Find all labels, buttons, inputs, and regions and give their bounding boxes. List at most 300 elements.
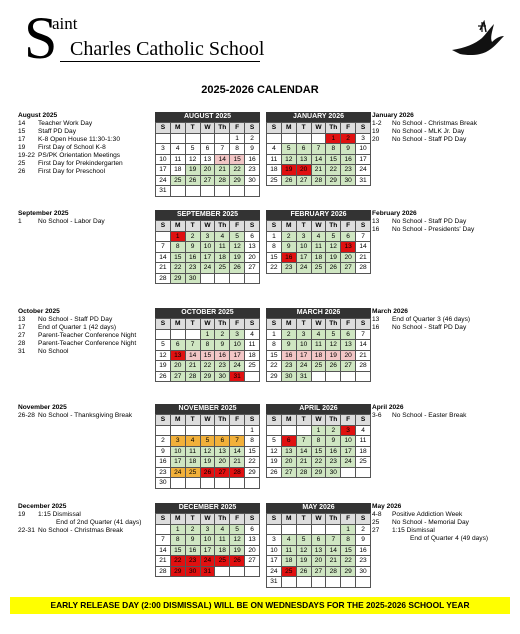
calendar-month-title: MAY 2026	[266, 503, 371, 513]
month-calendar	[266, 210, 371, 274]
calendar-day: 22	[200, 361, 215, 372]
calendar-day: 29	[170, 566, 185, 577]
note-text: End of Quarter 1 (42 days)	[38, 324, 117, 331]
calendar-day: 27	[341, 263, 356, 274]
note-item	[18, 136, 123, 144]
calendar-empty-cell	[156, 524, 171, 535]
calendar-day: 10	[296, 340, 311, 351]
calendar-day: 30	[356, 566, 371, 577]
calendar-day: 9	[185, 242, 200, 253]
calendar-day: 19	[267, 457, 282, 468]
calendar-day: 3	[267, 535, 282, 546]
calendar-day: 5	[326, 329, 341, 340]
calendar-day: 12	[230, 535, 245, 546]
calendar-day: 17	[341, 446, 356, 457]
calendar-day: 4	[170, 144, 185, 155]
calendar-empty-cell	[296, 577, 311, 588]
weekday-header: M	[170, 514, 185, 525]
calendar-empty-cell	[170, 186, 185, 197]
calendar-day: 30	[215, 371, 230, 382]
weekday-header: T	[296, 415, 311, 426]
calendar-day: 3	[200, 231, 215, 242]
note-item	[372, 412, 466, 420]
calendar-day: 2	[185, 524, 200, 535]
weekday-header: M	[281, 319, 296, 330]
weekday-header: M	[170, 221, 185, 232]
calendar-empty-cell	[200, 186, 215, 197]
calendar-day: 9	[245, 144, 260, 155]
calendar-day: 21	[215, 165, 230, 176]
calendar-day: 10	[230, 340, 245, 351]
calendar-day: 28	[230, 467, 245, 478]
calendar-month-title: OCTOBER 2025	[155, 308, 260, 318]
weekday-header: M	[170, 123, 185, 134]
calendar-day: 1	[245, 425, 260, 436]
note-item	[18, 340, 136, 348]
calendar-day: 5	[230, 231, 245, 242]
calendar-day: 13	[341, 242, 356, 253]
weekday-header: W	[200, 415, 215, 426]
calendar-day: 16	[281, 252, 296, 263]
month-calendar	[266, 308, 371, 382]
calendar-day: 12	[296, 545, 311, 556]
calendar-day: 9	[341, 144, 356, 155]
calendar-empty-cell	[170, 478, 185, 489]
weekday-header: S	[156, 514, 171, 525]
weekday-header: S	[156, 123, 171, 134]
calendar-day: 4	[356, 425, 371, 436]
calendar-day: 20	[341, 350, 356, 361]
calendar-day: 29	[326, 175, 341, 186]
note-date: 1-2	[372, 120, 382, 127]
calendar-day: 2	[185, 231, 200, 242]
calendar-day: 7	[326, 535, 341, 546]
calendar-day: 27	[200, 175, 215, 186]
left-notes-0	[18, 112, 123, 176]
calendar-day: 20	[296, 165, 311, 176]
calendar-day: 3	[356, 133, 371, 144]
calendar-day: 23	[185, 556, 200, 567]
calendar-empty-cell	[215, 133, 230, 144]
calendar-day: 15	[200, 350, 215, 361]
calendar-day: 31	[267, 577, 282, 588]
note-date: 1	[18, 218, 22, 225]
calendar-empty-cell	[341, 577, 356, 588]
weekday-header: W	[311, 415, 326, 426]
note-text: First Day for Preschool	[38, 168, 106, 175]
note-date: 28	[18, 340, 26, 347]
calendar-day: 29	[311, 467, 326, 478]
calendar-day: 27	[311, 566, 326, 577]
calendar-day: 9	[185, 535, 200, 546]
early-release-banner: EARLY RELEASE DAY (2:00 DISMISSAL) WILL BE ON WEDNESDAYS FOR THE 2025-2026 SCHOOL YEAR	[10, 597, 510, 614]
note-item	[18, 348, 136, 356]
logo-aint: aint	[52, 14, 78, 33]
calendar-day: 4	[311, 231, 326, 242]
calendar-day: 10	[341, 436, 356, 447]
calendar-day: 20	[341, 252, 356, 263]
note-item	[18, 160, 123, 168]
note-item	[372, 226, 474, 234]
weekday-header: Th	[215, 123, 230, 134]
calendar-day: 21	[356, 350, 371, 361]
calendar-day: 8	[200, 340, 215, 351]
calendar-day: 6	[200, 144, 215, 155]
calendar-day: 24	[156, 175, 171, 186]
calendar-day: 21	[296, 457, 311, 468]
calendar-day: 1	[267, 329, 282, 340]
weekday-header: W	[200, 319, 215, 330]
weekday-header: W	[311, 123, 326, 134]
calendar-day: 11	[311, 340, 326, 351]
calendar-day: 8	[245, 436, 260, 447]
calendar-day: 13	[170, 350, 185, 361]
weekday-header: Th	[215, 514, 230, 525]
note-item	[18, 324, 136, 332]
calendar-day: 14	[185, 350, 200, 361]
calendar-day: 1	[200, 329, 215, 340]
month-calendar	[266, 404, 371, 478]
calendar-day: 3	[156, 144, 171, 155]
weekday-header: F	[341, 221, 356, 232]
calendar-day: 17	[156, 165, 171, 176]
calendar-day: 1	[230, 133, 245, 144]
calendar-day: 18	[215, 252, 230, 263]
calendar-empty-cell	[267, 133, 282, 144]
calendar-day: 28	[326, 566, 341, 577]
calendar-day: 29	[245, 467, 260, 478]
calendar-day: 21	[156, 556, 171, 567]
calendar-day: 18	[245, 350, 260, 361]
weekday-header: Th	[326, 319, 341, 330]
calendar-day: 11	[281, 545, 296, 556]
calendar-day: 17	[200, 252, 215, 263]
calendar-empty-cell	[356, 467, 371, 478]
calendar-day: 12	[326, 242, 341, 253]
calendar-day: 16	[215, 350, 230, 361]
calendar-day: 30	[341, 175, 356, 186]
calendar-day: 18	[281, 556, 296, 567]
calendar-day: 23	[326, 457, 341, 468]
calendar-day: 24	[296, 263, 311, 274]
calendar-day: 22	[170, 556, 185, 567]
note-date: 19	[18, 144, 26, 151]
calendar-day: 5	[185, 144, 200, 155]
calendar-day: 24	[170, 467, 185, 478]
calendar-day: 9	[281, 340, 296, 351]
calendar-empty-cell	[215, 425, 230, 436]
calendar-day: 27	[170, 371, 185, 382]
calendar-day: 16	[326, 446, 341, 457]
weekday-header: S	[267, 123, 282, 134]
calendar-day: 17	[230, 350, 245, 361]
calendar-day: 24	[296, 361, 311, 372]
note-date: 25	[372, 519, 380, 526]
note-text: No School - Labor Day	[38, 218, 105, 225]
logo-underline	[60, 61, 260, 62]
note-item	[372, 316, 470, 324]
calendar-day: 17	[170, 457, 185, 468]
calendar-empty-cell	[267, 524, 282, 535]
calendar-empty-cell	[296, 425, 311, 436]
calendar-day: 7	[185, 340, 200, 351]
calendar-day: 22	[267, 263, 282, 274]
calendar-day: 9	[281, 242, 296, 253]
calendar-day: 23	[341, 165, 356, 176]
weekday-header: S	[245, 319, 260, 330]
calendar-day: 16	[185, 252, 200, 263]
calendar-day: 29	[170, 273, 185, 284]
note-date: 26-28	[18, 412, 35, 419]
notes-month-heading: December 2025	[18, 503, 67, 510]
calendar-day: 9	[326, 436, 341, 447]
calendar-empty-cell	[156, 231, 171, 242]
calendar-day: 3	[296, 329, 311, 340]
calendar-day: 8	[267, 242, 282, 253]
note-date: 3-6	[372, 412, 382, 419]
note-text: First Day for Prekindergarten	[38, 160, 123, 167]
calendar-empty-cell	[341, 467, 356, 478]
calendar-day: 8	[170, 535, 185, 546]
calendar-day: 2	[326, 425, 341, 436]
left-notes-3	[18, 404, 132, 420]
calendar-day: 19	[230, 252, 245, 263]
note-text: 1:15 Dismissal	[38, 511, 81, 518]
calendar-day: 2	[281, 231, 296, 242]
calendar-day: 6	[281, 436, 296, 447]
calendar-day: 26	[267, 467, 282, 478]
calendar-empty-cell	[326, 524, 341, 535]
calendar-day: 13	[245, 535, 260, 546]
note-text: Parent-Teacher Conference Night	[38, 332, 137, 339]
calendar-day: 31	[156, 186, 171, 197]
weekday-header: W	[200, 514, 215, 525]
calendar-day: 28	[156, 566, 171, 577]
weekday-header: W	[311, 221, 326, 232]
calendar-day: 18	[311, 350, 326, 361]
weekday-header: S	[245, 514, 260, 525]
calendar-day: 10	[156, 154, 171, 165]
calendar-day: 10	[200, 242, 215, 253]
calendar-day: 20	[311, 556, 326, 567]
calendar-empty-cell	[245, 186, 260, 197]
note-item	[372, 218, 474, 226]
note-date: 14	[18, 120, 26, 127]
calendar-day: 16	[341, 154, 356, 165]
calendar-empty-cell	[341, 371, 356, 382]
notes-month-heading: October 2025	[18, 308, 60, 315]
notes-month-heading: January 2026	[372, 112, 414, 119]
calendar-day: 15	[245, 446, 260, 457]
calendar-day: 29	[267, 371, 282, 382]
calendar-day: 25	[215, 556, 230, 567]
calendar-day: 13	[200, 154, 215, 165]
note-item	[372, 511, 488, 519]
calendar-day: 19	[156, 361, 171, 372]
calendar-day: 9	[215, 340, 230, 351]
weekday-header: T	[296, 123, 311, 134]
calendar-day: 5	[156, 340, 171, 351]
calendar-day: 11	[311, 242, 326, 253]
calendar-empty-cell	[156, 133, 171, 144]
calendar-day: 21	[185, 361, 200, 372]
calendar-day: 17	[200, 545, 215, 556]
calendar-day: 14	[156, 545, 171, 556]
weekday-header: S	[356, 123, 371, 134]
calendar-day: 28	[185, 371, 200, 382]
note-text: End of 2nd Quarter (41 days)	[56, 519, 142, 526]
weekday-header: M	[281, 123, 296, 134]
calendar-day: 1	[170, 524, 185, 535]
calendar-empty-cell	[311, 371, 326, 382]
calendar-day: 24	[267, 566, 282, 577]
note-item	[372, 527, 488, 535]
calendar-empty-cell	[185, 329, 200, 340]
calendar-empty-cell	[200, 478, 215, 489]
calendar-empty-cell	[296, 524, 311, 535]
calendar-day: 22	[230, 165, 245, 176]
weekday-header: M	[281, 514, 296, 525]
calendar-empty-cell	[356, 577, 371, 588]
note-date: 19-22	[18, 152, 35, 159]
note-item	[18, 332, 136, 340]
page-title: 2025-2026 CALENDAR	[201, 84, 319, 96]
note-date: 22-31	[18, 527, 35, 534]
calendar-day: 7	[156, 535, 171, 546]
calendar-empty-cell	[245, 371, 260, 382]
calendar-day: 19	[281, 165, 296, 176]
calendar-day: 4	[185, 436, 200, 447]
left-notes-2	[18, 308, 136, 356]
weekday-header: F	[341, 319, 356, 330]
calendar-day: 4	[267, 144, 282, 155]
calendar-day: 3	[170, 436, 185, 447]
note-text: Staff PD Day	[38, 128, 76, 135]
weekday-header: T	[296, 514, 311, 525]
calendar-day: 15	[267, 350, 282, 361]
calendar-day: 31	[356, 175, 371, 186]
calendar-day: 5	[200, 436, 215, 447]
calendar-day: 4	[215, 524, 230, 535]
calendar-day: 5	[326, 231, 341, 242]
calendar-day: 7	[296, 436, 311, 447]
calendar-day: 3	[200, 524, 215, 535]
logo-s: S	[24, 5, 58, 71]
calendar-day: 4	[215, 231, 230, 242]
calendar-day: 24	[200, 263, 215, 274]
calendar-day: 4	[311, 329, 326, 340]
notes-month-heading: November 2025	[18, 404, 67, 411]
weekday-header: Th	[215, 221, 230, 232]
calendar-empty-cell	[170, 133, 185, 144]
note-item	[18, 218, 105, 226]
calendar-day: 25	[245, 361, 260, 372]
calendar-day: 15	[341, 545, 356, 556]
weekday-header: F	[230, 221, 245, 232]
note-item	[372, 535, 488, 543]
note-item	[18, 168, 123, 176]
note-text: No School - Memorial Day	[392, 519, 469, 526]
month-calendar	[155, 503, 260, 577]
month-calendar	[155, 308, 260, 382]
calendar-day: 3	[230, 329, 245, 340]
calendar-day: 5	[267, 436, 282, 447]
calendar-day: 22	[311, 457, 326, 468]
month-calendar	[155, 112, 260, 197]
calendar-day: 2	[356, 524, 371, 535]
calendar-day: 7	[156, 242, 171, 253]
right-notes-1	[372, 210, 474, 234]
note-date: 17	[18, 324, 26, 331]
calendar-day: 20	[245, 252, 260, 263]
weekday-header: W	[200, 221, 215, 232]
note-text: No School - Presidents' Day	[392, 226, 475, 233]
calendar-day: 28	[356, 361, 371, 372]
calendar-day: 24	[200, 556, 215, 567]
note-date: 27	[18, 332, 26, 339]
note-item	[372, 120, 477, 128]
calendar-month-title: MARCH 2026	[266, 308, 371, 318]
calendar-day: 11	[215, 535, 230, 546]
note-text: Positive Addiction Week	[392, 511, 463, 518]
calendar-day: 17	[296, 350, 311, 361]
calendar-day: 25	[356, 457, 371, 468]
calendar-day: 23	[215, 361, 230, 372]
calendar-month-title: DECEMBER 2025	[155, 503, 260, 513]
note-text: No School - Staff PD Day	[392, 218, 467, 225]
calendar-day: 12	[185, 154, 200, 165]
calendar-day: 8	[170, 242, 185, 253]
calendar-empty-cell	[230, 425, 245, 436]
calendar-day: 1	[341, 524, 356, 535]
note-date: 4-8	[372, 511, 382, 518]
note-item	[18, 412, 132, 420]
weekday-header: F	[341, 415, 356, 426]
calendar-day: 1	[326, 133, 341, 144]
calendar-day: 2	[341, 133, 356, 144]
weekday-header: T	[185, 319, 200, 330]
calendar-day: 25	[267, 175, 282, 186]
note-item	[18, 511, 141, 519]
note-item	[18, 519, 141, 527]
weekday-header: F	[230, 415, 245, 426]
note-item	[372, 519, 488, 527]
note-date: 26	[18, 168, 26, 175]
calendar-month-title: FEBRUARY 2026	[266, 210, 371, 220]
calendar-day: 13	[296, 154, 311, 165]
note-date: 19	[18, 511, 26, 518]
calendar-day: 8	[230, 144, 245, 155]
calendar-day: 11	[356, 436, 371, 447]
calendar-month-title: AUGUST 2025	[155, 112, 260, 122]
calendar-day: 6	[341, 329, 356, 340]
calendar-day: 23	[281, 263, 296, 274]
calendar-day: 28	[215, 175, 230, 186]
right-notes-0	[372, 112, 477, 144]
calendar-day: 14	[296, 446, 311, 457]
calendar-empty-cell	[156, 425, 171, 436]
weekday-header: F	[341, 514, 356, 525]
weekday-header: M	[281, 221, 296, 232]
calendar-day: 6	[215, 436, 230, 447]
calendar-empty-cell	[245, 478, 260, 489]
calendar-day: 21	[156, 263, 171, 274]
calendar-day: 12	[281, 154, 296, 165]
calendar-day: 2	[215, 329, 230, 340]
calendar-day: 10	[356, 144, 371, 155]
calendar-day: 8	[267, 340, 282, 351]
calendar-day: 19	[200, 457, 215, 468]
